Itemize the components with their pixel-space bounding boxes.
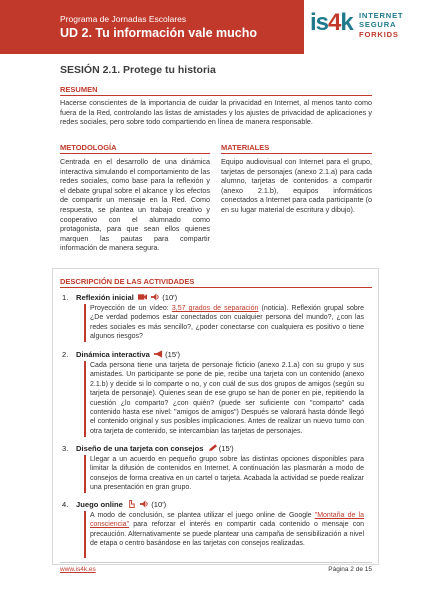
- metodologia-heading: METODOLOGÍA: [60, 143, 117, 152]
- page-number: Página 2 de 15: [328, 566, 372, 573]
- pencil-icon: [208, 444, 217, 452]
- speaker-icon: [151, 293, 160, 301]
- activity-1-title: 1. Reflexión inicial (10'): [62, 293, 178, 302]
- game-link[interactable]: "Montaña de la consciencia": [90, 512, 364, 529]
- footer-website-link[interactable]: www.is4k.es: [60, 566, 96, 573]
- pointer-icon: [127, 500, 136, 508]
- materiales-text: Equipo audiovisual con Internet para el grupo, tarjetas de personajes (anexo 2.1.a) para cada alumno, tarjetas de contenidos a compartir (anexo 2.1.b), equipos informáticos conectados a Internet para cada participante (o en su lugar material de escritura y dibujo).: [221, 157, 372, 214]
- resumen-heading: RESUMEN: [60, 85, 98, 94]
- megaphone-icon: [154, 350, 163, 358]
- unit-title: UD 2. Tu información vale mucho: [60, 26, 258, 40]
- footer-divider: [60, 562, 372, 563]
- materiales-heading: MATERIALES: [221, 143, 270, 152]
- resumen-divider: [60, 95, 372, 96]
- logo-wordmark: is4k: [310, 9, 353, 36]
- activities-heading: DESCRIPCIÓN DE LAS ACTIVIDADES: [60, 277, 195, 286]
- activity-2-title: 2. Dinámica interactiva (15'): [62, 350, 181, 359]
- video-icon: [138, 293, 147, 301]
- activity-3-title: 3. Diseño de una tarjeta con consejos (15'): [62, 444, 234, 453]
- activity-3-body: Llegar a un acuerdo en pequeño grupo sobre las distintas opciones disponibles para limitar la difusión de contenidos en Internet. A continuación las plasmarán a modo de consejos de forma creativa en un cartel o tarjeta. Acabada la actividad se puede realizar una presentación en gran grupo.: [84, 455, 364, 493]
- activities-divider: [60, 287, 372, 288]
- materiales-divider: [221, 153, 372, 154]
- speaker-icon: [140, 500, 149, 508]
- session-title: SESIÓN 2.1. Protege tu historia: [60, 64, 216, 76]
- is4k-logo[interactable]: [304, 0, 424, 54]
- resumen-text: Hacerse conscientes de la importancia de cuidar la privacidad en Internet, al menos tanto como fuera de la Red, controlando las listas de amistades y los ajustes de privacidad de aplicaciones y redes sociales, pero sobre todo compartiendo en línea de manera responsable.: [60, 98, 372, 127]
- activity-4-title: 4. Juego online (10'): [62, 500, 167, 509]
- logo-claim: INTERNET SEGURA FORKIDS: [359, 11, 404, 39]
- activity-1-body: Proyección de un vídeo: 3,57 grados de separación (noticia). Reflexión grupal sobre ¿De verdad podemos estar conectados con cualquier persona del mundo?, ¿con las redes sociales es más sencillo?, ¿poder conectarse con cualquiera es positivo o tiene algunos riesgos?: [84, 304, 364, 342]
- activity-2-body: Cada persona tiene una tarjeta de personaje ficticio (anexo 2.1.a) con su grupo y sus amistades. Un participante se pone de pie, recibe una tarjeta con un contenido (anexo 2.1.b) y decide si lo comparte o no, y con cuál de sus dos grupos de amigos (según su tarjeta de personaje). Quienes sean de ese grupo se han de poner en pie, repitiendo la cuestión ¿lo comparto? ¿con quién? (puede ser suficiente con "comparto" cada contenido hasta ese nivel: "amigos de amigos") Después se valorará hasta dónde llegó el contenido original y sus posibles implicaciones. Antes de realizar un nuevo turno con otra tarjeta de contenido, se intercambian las tarjetas de personajes.: [84, 361, 364, 437]
- metodologia-text: Centrada en el desarrollo de una dinámica interactiva simulando el comportamiento de las redes sociales, como base para la reflexión y el debate grupal sobre el alcance y los efectos de compartir un mensaje en la Red. Como respuesta, se plantea un trabajo creativo y cooperativo con el alumnado como protagonista, para que sean ellos quienes marquen las pautas para compartir información de manera segura.: [60, 157, 210, 253]
- metodologia-divider: [60, 153, 210, 154]
- header-band: [0, 0, 424, 54]
- video-link[interactable]: 3,57 grados de separación: [171, 305, 259, 312]
- activity-4-body: A modo de conclusión, se plantea utilizar el juego online de Google "Montaña de la consciencia" para reforzar el interés en compartir cada contenido o mensaje con precaución. Alternativamente se puede plantear una campaña de sensibilización a nivel de etapa o centro basándose en las tarjetas con consejos realizadas.: [84, 511, 364, 558]
- program-name: Programa de Jornadas Escolares: [60, 14, 187, 24]
